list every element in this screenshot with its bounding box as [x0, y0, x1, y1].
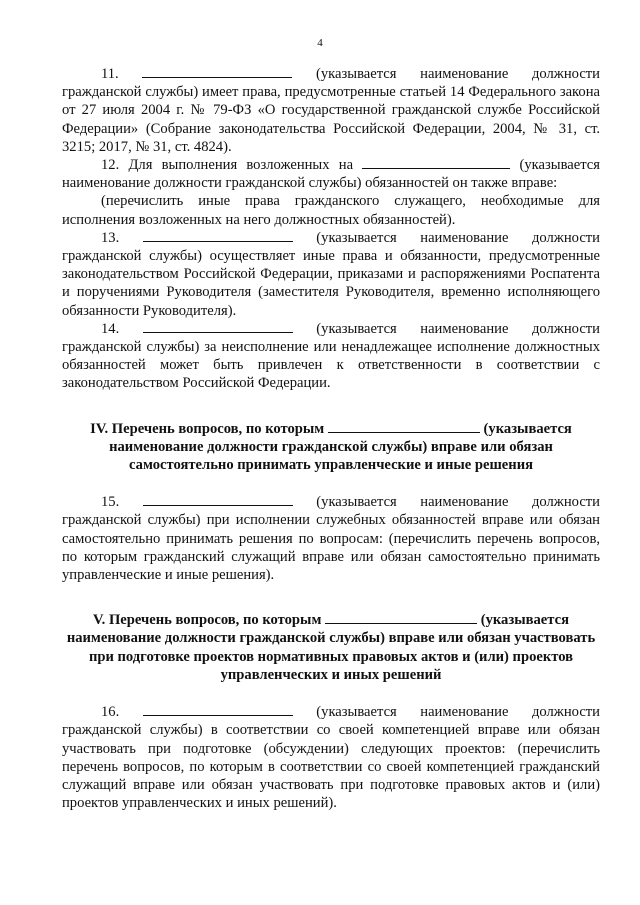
heading-text: V. Перечень вопросов, по которым	[93, 612, 322, 629]
fill-in-blank	[143, 321, 293, 333]
heading-text: (указывается наименование должности гражданской службы) вправе или обязан самостоятельно принимать управленческие и иные решения	[109, 420, 572, 474]
paragraph-text: (указывается наименование должности гражданской службы) имеет права, предусмотренные статьей 14 Федерального закона от 27 июля 2004 г. № 79-ФЗ «О государственной гражданской службе Российской Федерации» (Собрание законодательства Российской Федерации, 2004, № 31, ст. 3215; 2017, № 31, ст. 4824).	[62, 66, 600, 155]
fill-in-blank	[143, 704, 293, 716]
paragraph-14	[62, 320, 600, 393]
section-heading-iv	[62, 420, 600, 475]
document-body	[62, 65, 600, 812]
section-spacer	[62, 584, 600, 611]
paragraph-text: (указывается наименование должности гражданской службы) в соответствии со своей компетенцией вправе или обязан участвовать при подготовке (обсуждении) следующих проектов: (перечислить перечень вопросов, по которым в соответствии со своей компетенцией гражданский служащий вправе или обязан участвовать при подготовке правовых актов и (или) проектов управленческих и иных решений).	[62, 704, 600, 812]
fill-in-blank	[362, 157, 510, 169]
page-number: 4	[317, 37, 323, 49]
fill-in-blank	[142, 66, 292, 78]
heading-text: (указывается наименование должности гражданской службы) вправе или обязан участвовать при подготовке проектов нормативных правовых актов и (или) проектов управленческих и иных решений	[66, 612, 596, 683]
paragraph-16	[62, 703, 600, 812]
paragraph-text: (указывается наименование должности гражданской службы) при исполнении служебных обязанностей вправе или обязан самостоятельно принимать решения по вопросам: (перечислить перечень вопросов, по которым гражданский служащий вправе или обязан самостоятельно принимать управленческие и иные решения).	[62, 494, 600, 584]
section-spacer	[62, 684, 600, 703]
paragraph-text: (перечислить иные права гражданского служащего, необходимые для исполнения возложенных на него должностных обязанностей).	[62, 193, 600, 228]
paragraph-text: (указывается наименование должности гражданской службы) обязанностей он также вправе:	[62, 157, 600, 192]
paragraph-11	[62, 65, 600, 156]
fill-in-blank	[325, 612, 477, 624]
paragraph-text: 12. Для выполнения возложенных на	[101, 157, 354, 174]
fill-in-blank	[143, 494, 293, 506]
paragraph-text: (указывается наименование должности гражданской службы) за неисполнение или ненадлежащее исполнение должностных обязанностей может быть привлечен к ответственности в соответствии с законодательством Российской Федерации.	[62, 320, 600, 392]
fill-in-blank	[328, 421, 480, 433]
paragraph-13	[62, 229, 600, 320]
item-number: 11.	[101, 66, 119, 82]
item-number: 13.	[101, 229, 120, 246]
section-heading-v	[62, 611, 600, 684]
item-number: 15.	[101, 494, 120, 511]
item-number: 16.	[101, 704, 120, 721]
item-number: 14.	[101, 320, 120, 337]
heading-text: IV. Перечень вопросов, по которым	[90, 420, 325, 437]
section-spacer	[62, 393, 600, 420]
section-spacer	[62, 474, 600, 493]
paragraph-12-note	[62, 192, 600, 228]
paragraph-12	[62, 156, 600, 192]
fill-in-blank	[143, 230, 293, 242]
paragraph-15	[62, 493, 600, 584]
paragraph-text: (указывается наименование должности гражданской службы) осуществляет иные права и обязанности, предусмотренные законодательством Российской Федерации, приказами и распоряжениями Роспатента и поручениями Руководителя (заместителя Руководителя, временно исполняющего обязанности Руководителя).	[62, 229, 600, 319]
